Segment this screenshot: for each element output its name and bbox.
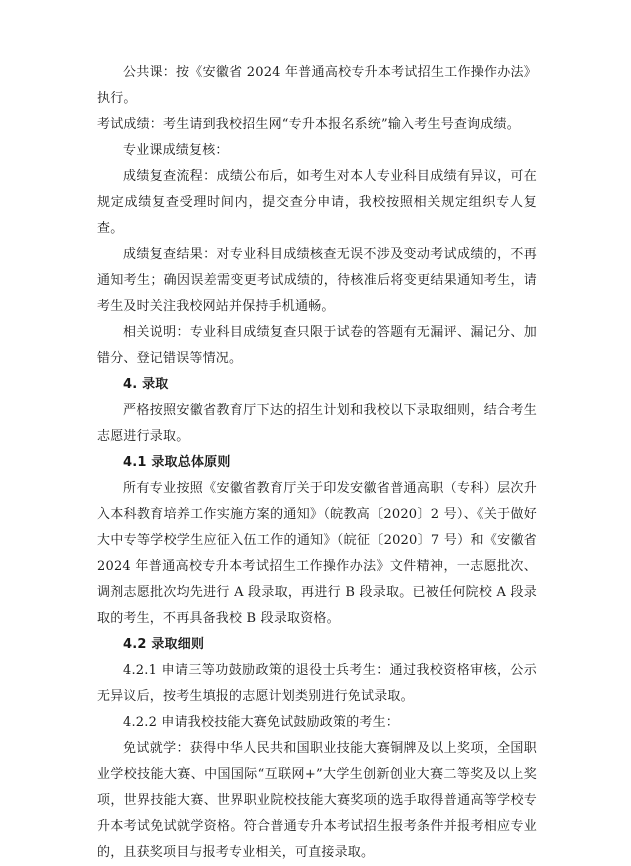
paragraph-general-principle: 所有专业按照《安徽省教育厅关于印发安徽省普通高职（专科）层次升入本科教育培养工作实施方案的通知》（皖教高〔2020〕2 号）、《关于做好大中专等学校学生应征入伍工作的通知》（皖征〔2020〕7 号）和《安徽省 2024 年普通高校专升本考试招生工作操作办法》文件精神，一志愿批次、调剂志愿批次均先进行 A 段录取，再进行 B 段录取。已被任何院校 A 段录取的考生，不再具备我校 B 段录取资格。 [97, 481, 537, 626]
paragraph-public-course: 公共课：按《安徽省 2024 年普通高校专升本考试招生工作操作办法》执行。 [97, 65, 537, 106]
paragraph-admission-intro: 严格按照安徽省教育厅下达的招生计划和我校以下录取细则，结合考生志愿进行录取。 [97, 403, 537, 444]
paragraph-4-2-2: 4.2.2 申请我校技能大赛免试鼓励政策的考生： [123, 715, 400, 730]
section-heading-4-1: 4.1 录取总体原则 [123, 455, 231, 470]
paragraph-review-result: 成绩复查结果：对专业科目成绩核查无误不涉及变动考试成绩的，不再通知考生；确因误差需变更考试成绩的，待核准后将变更结果通知考生，请考生及时关注我校网站并保持手机通畅。 [97, 247, 537, 314]
section-heading-4-2: 4.2 录取细则 [123, 637, 205, 652]
paragraph-review-note: 相关说明：专业科目成绩复查只限于试卷的答题有无漏评、漏记分、加错分、登记错误等情况。 [97, 325, 537, 366]
section-heading-admission: 4. 录取 [123, 377, 169, 392]
paragraph-review-heading: 专业课成绩复核： [123, 143, 229, 158]
paragraph-exam-score: 考试成绩：考生请到我校招生网“专升本报名系统”输入考生号查询成绩。 [97, 117, 520, 132]
paragraph-review-process: 成绩复查流程：成绩公布后，如考生对本人专业科目成绩有异议，可在规定成绩复查受理时间内，提交查分申请，我校按照相关规定组织专人复查。 [97, 169, 537, 236]
paragraph-4-2-1: 4.2.1 申请三等功鼓励政策的退役士兵考生：通过我校资格审核，公示无异议后，按考生填报的志愿计划类别进行免试录取。 [97, 663, 537, 704]
document-page [97, 60, 537, 866]
paragraph-exemption: 免试就学：获得中华人民共和国职业技能大赛铜牌及以上奖项，全国职业学校技能大赛、中国国际“互联网+”大学生创新创业大赛二等奖及以上奖项，世界技能大赛、世界职业院校技能大赛奖项的选手取得普通高等学校专升本考试免试就学资格。符合普通专升本考试招生报考条件并报考相应专业的，且获奖项目与报考专业相关，可直接录取。 [97, 741, 537, 860]
